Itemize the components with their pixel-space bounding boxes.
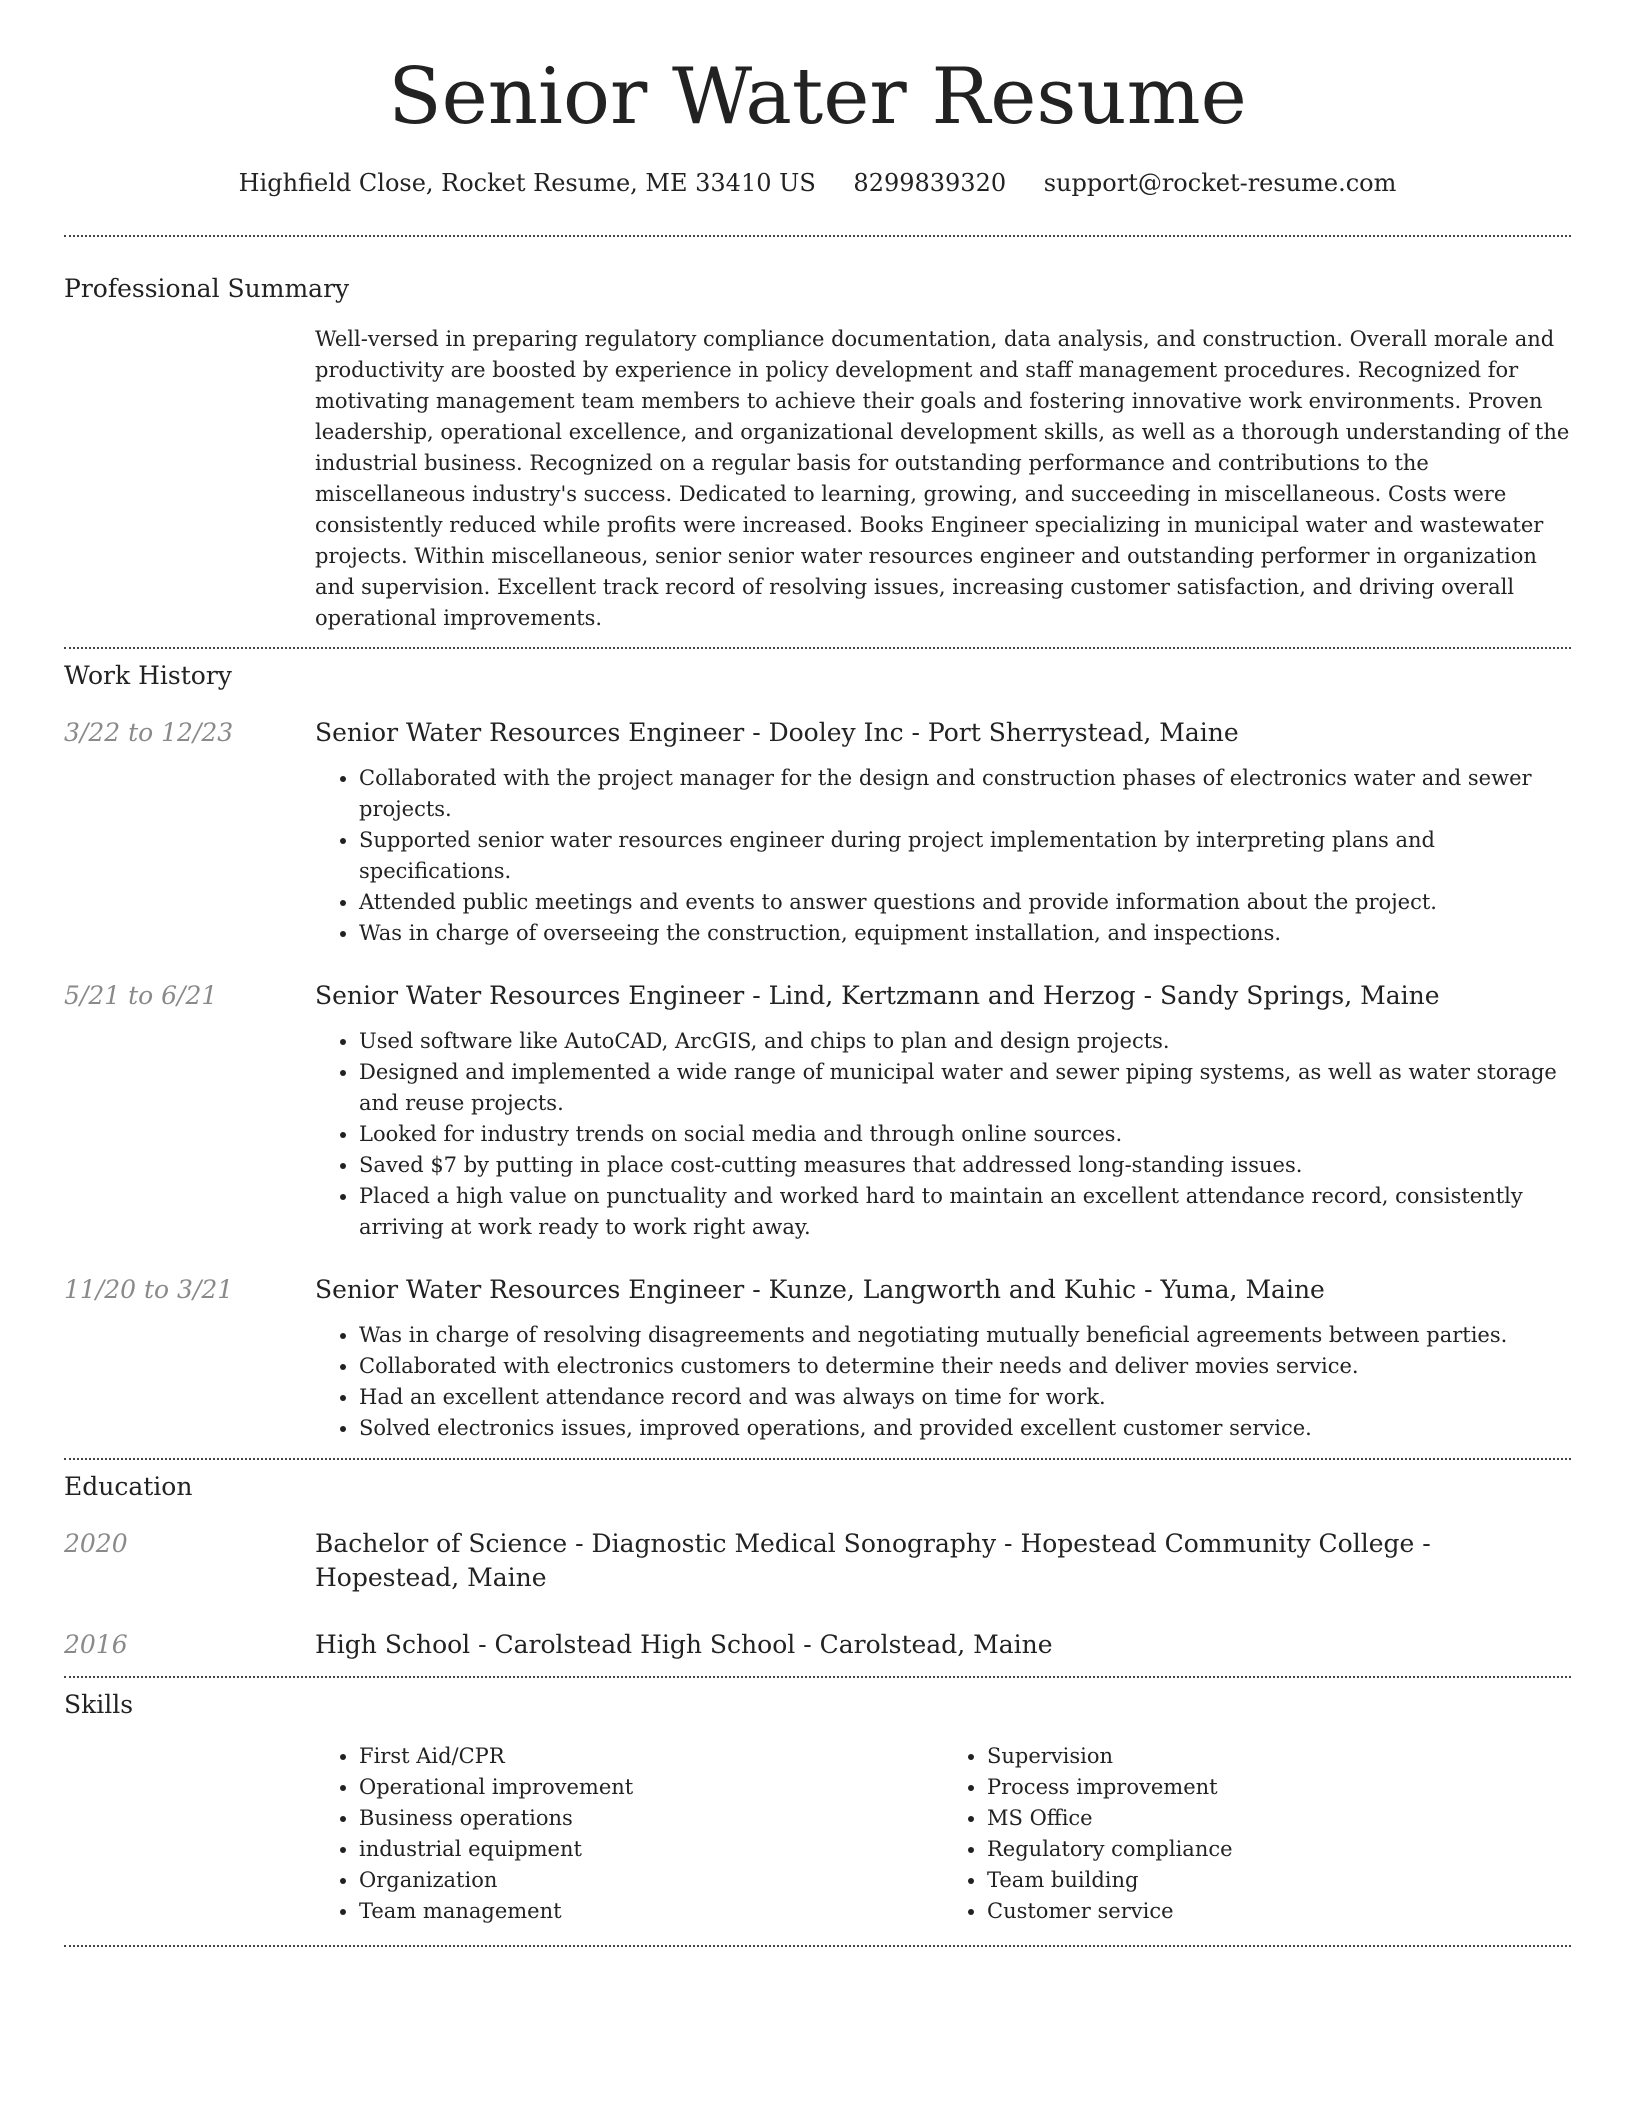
job-entry	[64, 979, 1571, 1243]
job-dates: 5/21 to 6/21	[64, 981, 218, 1010]
skill-item: • MS Office	[987, 1803, 1571, 1834]
education-entry	[64, 1628, 1571, 1662]
skill-item: • industrial equipment	[359, 1834, 943, 1865]
skill-item: • First Aid/CPR	[359, 1741, 943, 1772]
job-bullet: • Was in charge of resolving disagreements and negotiating mutually beneficial agreements between parties.	[359, 1320, 1571, 1351]
education-year: 2016	[64, 1630, 128, 1659]
skill-item: • Team building	[987, 1865, 1571, 1896]
job-bullet: • Placed a high value on punctuality and worked hard to maintain an excellent attendance record, consistently arriving at work ready to work right away.	[359, 1181, 1571, 1243]
skill-item: • Regulatory compliance	[987, 1834, 1571, 1865]
job-bullet: • Attended public meetings and events to answer questions and provide information about the project.	[359, 887, 1571, 918]
divider	[64, 1676, 1571, 1678]
job-bullet: • Collaborated with electronics customers to determine their needs and deliver movies service.	[359, 1351, 1571, 1382]
divider	[64, 647, 1571, 649]
divider	[64, 1458, 1571, 1460]
summary-text: Well-versed in preparing regulatory compliance documentation, data analysis, and construction. Overall morale and productivity are boosted by experience in policy development and staff management procedures. Recognized for motivating management team members to achieve their goals and fostering innovative work environments. Proven leadership, operational excellence, and organizational development skills, as well as a thorough understanding of the industrial business. Recognized on a regular basis for outstanding performance and contributions to the miscellaneous industry's success. Dedicated to learning, growing, and succeeding in miscellaneous. Costs were consistently reduced while profits were increased. Books Engineer specializing in municipal water and wastewater projects. Within miscellaneous, senior senior water resources engineer and outstanding performer in organization and supervision. Excellent track record of resolving issues, increasing customer satisfaction, and driving overall operational improvements.	[315, 327, 1570, 630]
job-dates: 11/20 to 3/21	[64, 1275, 234, 1304]
contact-phone: 8299839320	[853, 169, 1007, 197]
job-dates: 3/22 to 12/23	[64, 718, 234, 747]
job-entry	[64, 1273, 1571, 1444]
education-heading: Education	[64, 1472, 193, 1501]
resume-name: Senior Water Resume	[388, 52, 1247, 142]
job-bullet: • Had an excellent attendance record and was always on time for work.	[359, 1382, 1571, 1413]
summary-row	[64, 324, 1571, 634]
job-heading: Senior Water Resources Engineer - Lind, Kertzmann and Herzog - Sandy Springs, Maine	[315, 981, 1440, 1010]
education-text: High School - Carolstead High School - Carolstead, Maine	[315, 1630, 1053, 1659]
skills-column-left	[315, 1741, 943, 1927]
resume-page	[64, 0, 1571, 1947]
skill-item: • Customer service	[987, 1896, 1571, 1927]
job-bullet: • Collaborated with the project manager for the design and construction phases of electronics water and sewer projects.	[359, 763, 1571, 825]
contact-email: support@rocket-resume.com	[1043, 169, 1397, 197]
job-heading: Senior Water Resources Engineer - Kunze, Langworth and Kuhic - Yuma, Maine	[315, 1275, 1325, 1304]
skills-column-right	[943, 1741, 1571, 1927]
divider	[64, 1945, 1571, 1947]
education-text: Bachelor of Science - Diagnostic Medical Sonography - Hopestead Community College - Hopestead, Maine	[315, 1529, 1431, 1592]
summary-heading: Professional Summary	[64, 274, 350, 303]
skills-list	[315, 1741, 1571, 1927]
job-bullet: • Saved $7 by putting in place cost-cutting measures that addressed long-standing issues.	[359, 1150, 1571, 1181]
contact-line	[64, 168, 1571, 198]
education-entry	[64, 1527, 1571, 1595]
job-entry	[64, 716, 1571, 949]
skills-row	[64, 1741, 1571, 1927]
skills-heading: Skills	[64, 1690, 134, 1719]
job-bullet: • Solved electronics issues, improved operations, and provided excellent customer service.	[359, 1413, 1571, 1444]
job-bullets	[315, 1026, 1571, 1243]
job-bullet: • Supported senior water resources engineer during project implementation by interpreting plans and specifications.	[359, 825, 1571, 887]
job-bullet: • Looked for industry trends on social media and through online sources.	[359, 1119, 1571, 1150]
skill-item: • Organization	[359, 1865, 943, 1896]
skill-item: • Process improvement	[987, 1772, 1571, 1803]
skill-item: • Operational improvement	[359, 1772, 943, 1803]
job-bullet: • Used software like AutoCAD, ArcGIS, and chips to plan and design projects.	[359, 1026, 1571, 1057]
job-bullets	[315, 763, 1571, 949]
education-year: 2020	[64, 1529, 128, 1558]
job-bullet: • Was in charge of overseeing the construction, equipment installation, and inspections.	[359, 918, 1571, 949]
job-heading: Senior Water Resources Engineer - Dooley Inc - Port Sherrystead, Maine	[315, 718, 1239, 747]
skill-item: • Supervision	[987, 1741, 1571, 1772]
skill-item: • Team management	[359, 1896, 943, 1927]
work-history-heading: Work History	[64, 661, 232, 690]
job-bullets	[315, 1320, 1571, 1444]
job-bullet: • Designed and implemented a wide range of municipal water and sewer piping systems, as well as water storage and reuse projects.	[359, 1057, 1571, 1119]
skill-item: • Business operations	[359, 1803, 943, 1834]
contact-address: Highfield Close, Rocket Resume, ME 33410 US	[238, 169, 816, 197]
divider	[64, 235, 1571, 237]
